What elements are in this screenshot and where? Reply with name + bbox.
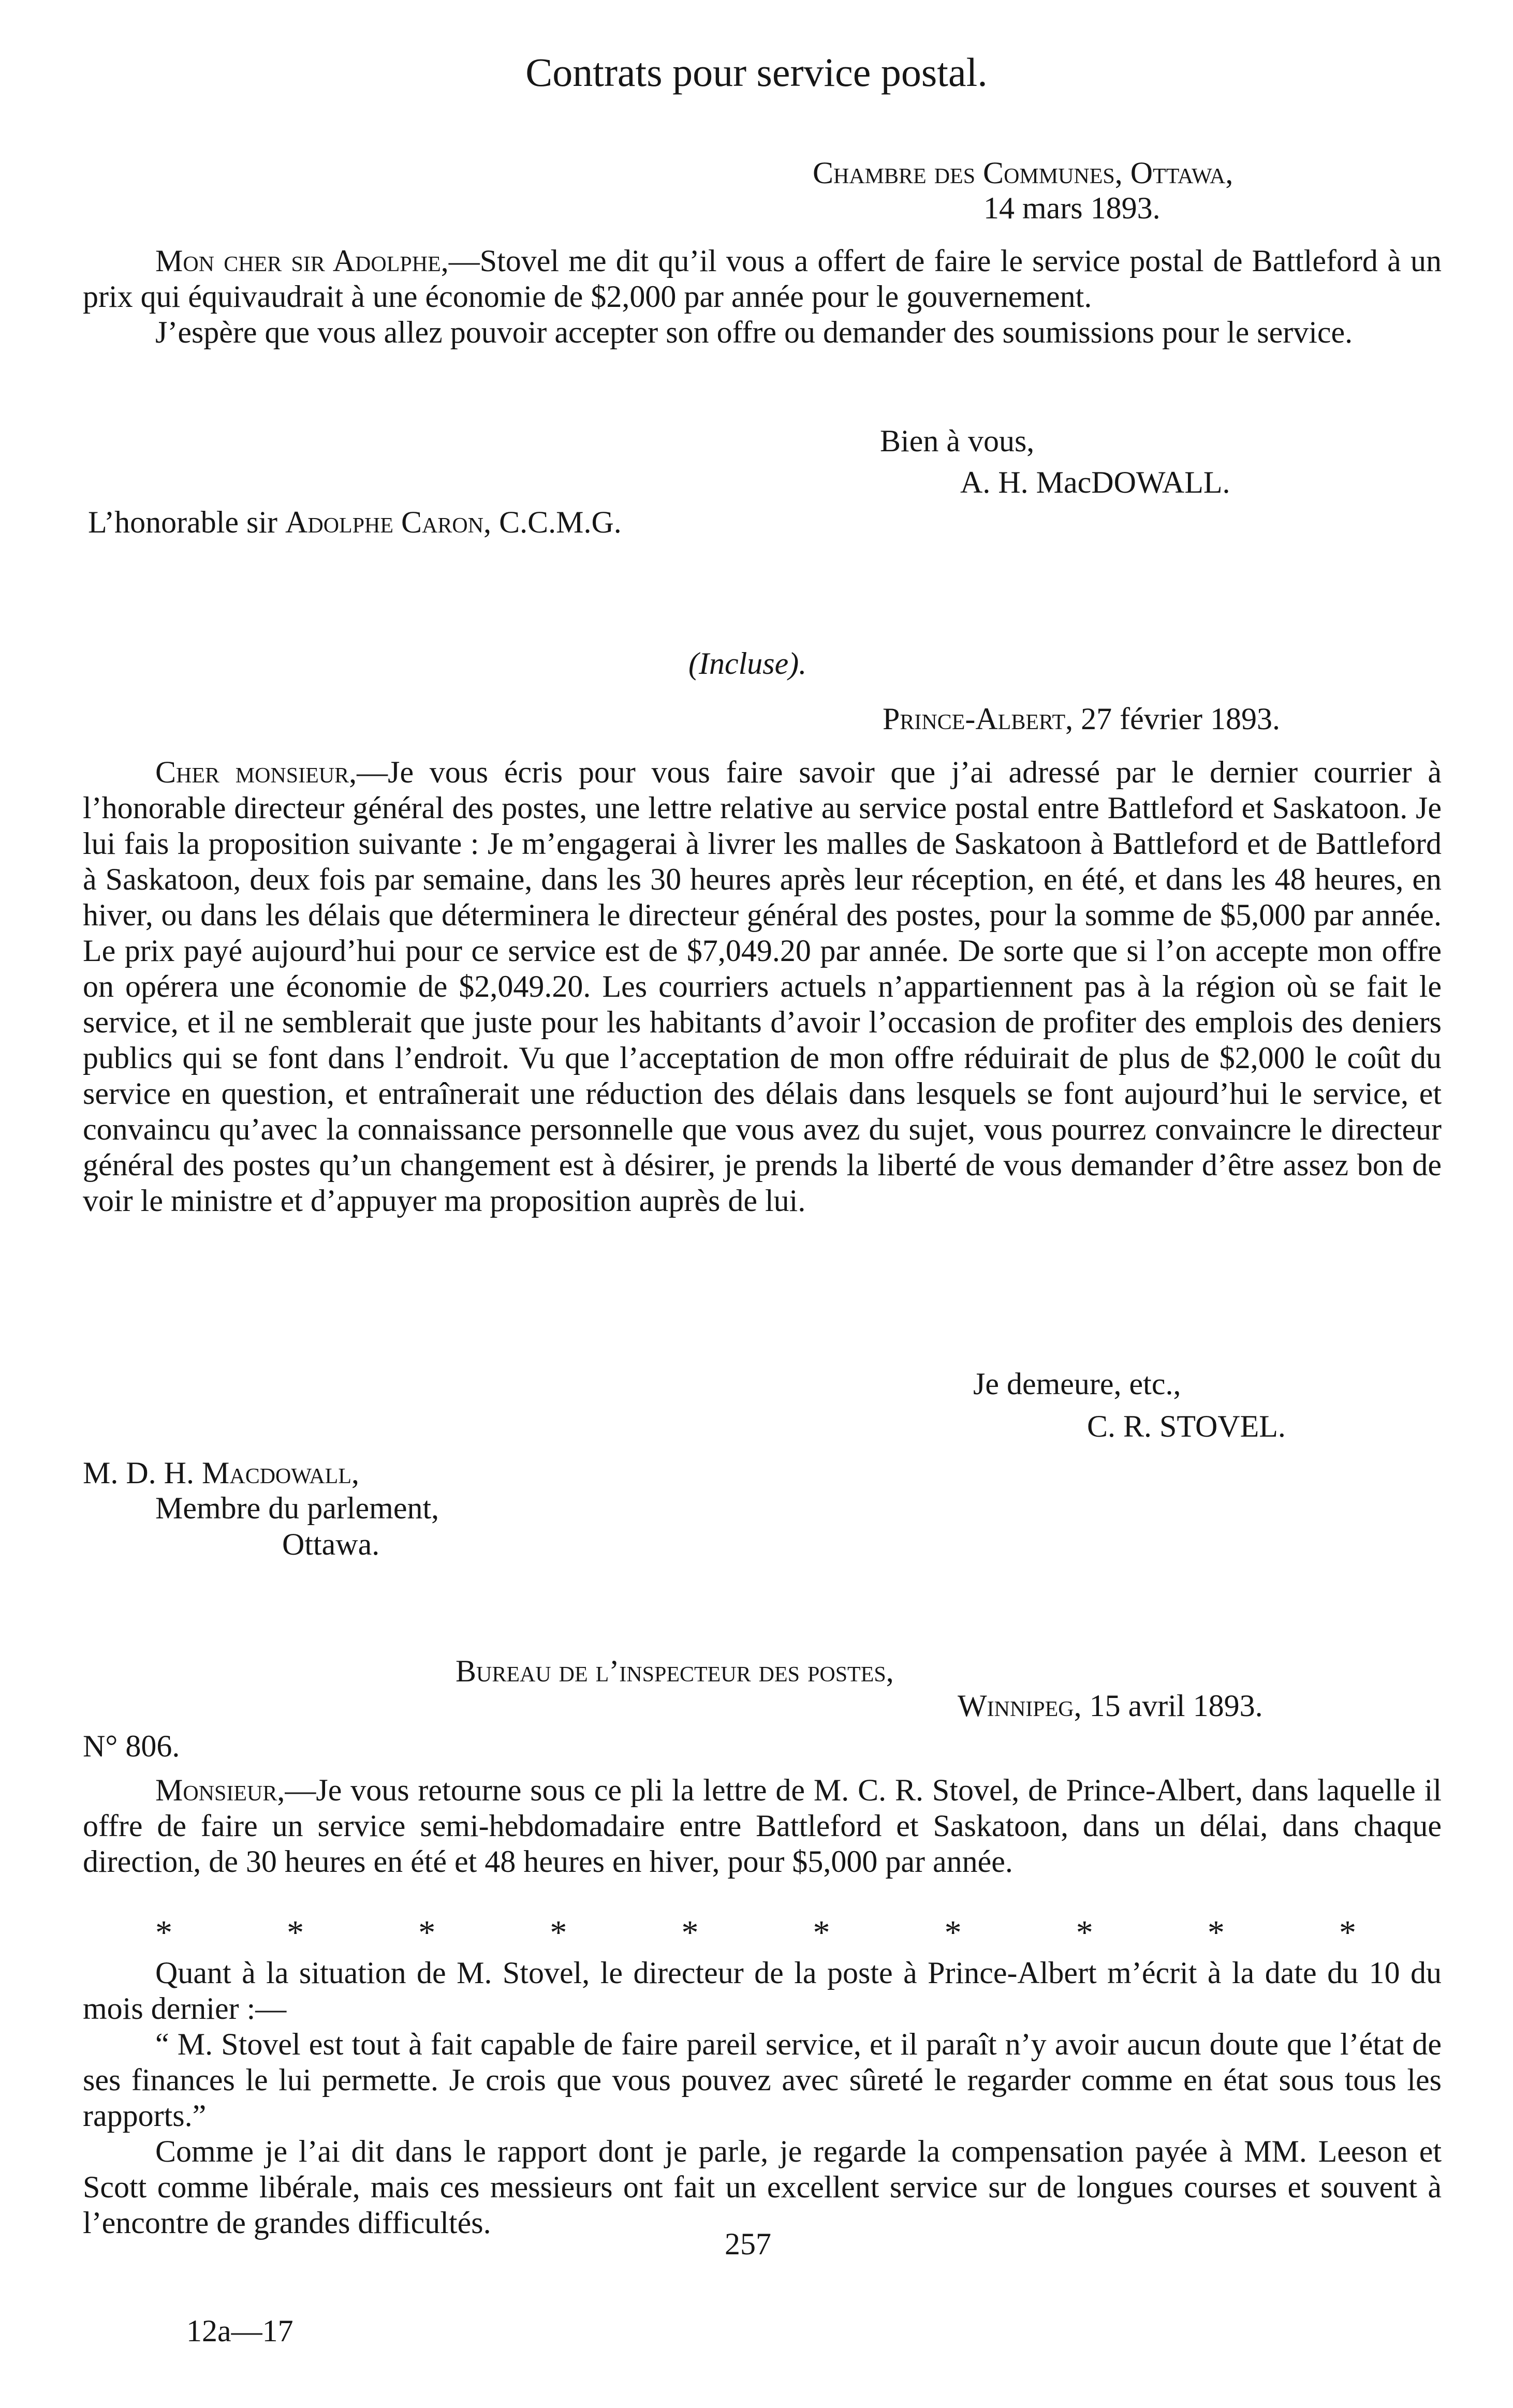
letter3-body-block1 [83,1772,1442,1880]
letter1-heading-place: Chambre des Communes, Ottawa, [813,156,1233,190]
letter3-body-p1: —Je vous retourne sous ce pli la lettre de M. C. R. Stovel, de Prince-Albert, dans laquelle il offre de faire un service semi-hebdomadaire entre Battleford et Saskatoon, dans un délai, dans chaque direction, de 30 heures en été et 48 heures en hiver, pour $5,000 par année. [83,1773,1442,1879]
letter3-heading-date: , 15 avril 1893. [1074,1689,1263,1723]
separator-star: * [1339,1914,1356,1952]
letter1-addressee-suffix: , C.C.M.G. [483,505,622,539]
letter3-body-p2: Quant à la situation de M. Stovel, le directeur de la poste à Prince-Albert m’écrit à la date du 10 du mois dernier :— [83,1956,1442,2026]
letter3-heading [958,1688,1263,1724]
letter3-heading-place: Winnipeg [958,1689,1074,1723]
letter2-heading [883,701,1280,737]
letter2-signature: C. R. STOVEL. [1087,1409,1286,1443]
letter1-addressee-name: Adolphe Caron [285,505,484,539]
letter1-addressee [88,505,622,540]
letter1-closing: Bien à vous, [880,424,1035,458]
separator-star: * [287,1914,304,1952]
letter1-salutation: Mon cher sir Adolphe, [155,244,449,278]
letter1-heading-date: 14 mars 1893. [983,191,1161,225]
letter2-addressee-name: M. D. H. Macdowall, [83,1456,359,1490]
letter2-closing: Je demeure, etc., [973,1367,1181,1401]
letter3-heading-office: Bureau de l’inspecteur des postes, [456,1654,894,1688]
section-separator-stars [155,1915,1356,1951]
letter3-salutation: Monsieur, [155,1773,285,1807]
letter2-heading-place: Prince-Albert [883,702,1066,736]
letter1-body-p1: —Stovel me dit qu’il vous a offert de faire le service postal de Battleford à un prix qui équivaudrait à une économie de $2,000 par année pour le gouvernement. [83,244,1442,314]
separator-star: * [1076,1914,1093,1952]
letter3-body-p4: Comme je l’ai dit dans le rapport dont je parle, je regarde la compensation payée à MM. Leeson et Scott comme libérale, mais ces messieurs ont fait un excellent service sur de longues courses et souvent à l’encontre de grandes difficultés. [83,2134,1442,2240]
separator-star: * [155,1914,172,1952]
letter2-body-text: —Je vous écris pour vous faire savoir que j’ai adressé par le dernier courrier à l’honorable directeur général des postes, une lettre relative au service postal entre Battleford et Saskatoon. Je lui fais la proposition suivante : Je m’engagerai à livrer les malles de Saskatoon à Battleford et de Battleford à Saskatoon, deux fois par semaine, dans les 30 heures après leur réception, en été, et dans les 48 heures, en hiver, ou dans les délais que déterminera le directeur général des postes, pour la somme de $5,000 par année. Le prix payé aujourd’hui pour ce service est de $7,049.20 par année. De sorte que si l’on accepte mon offre on opérera une économie de $2,049.20. Les courriers actuels n’appartiennent pas à la région où se fait le service, et il ne semblerait que juste pour les habitants d’avoir l’occasion de profiter des emplois des deniers publics qui se font dans l’endroit. Vu que l’acceptation de mon offre réduirait de plus de $2,000 le coût du service en question, et entraînerait une réduction des délais dans lesquels se font aujourd’hui le service, et convaincu qu’avec la connaissance personnelle que vous avez du sujet, vous pourrez convaincre le directeur général des postes qu’un changement est à désirer, je prends la liberté de vous demander d’être assez bon de voir le ministre et d’appuyer ma proposition auprès de lui. [83,755,1442,1218]
letter1-signature: A. H. MacDOWALL. [960,465,1230,499]
letter1-body-p2: J’espère que vous allez pouvoir accepter son offre ou demander des soumissions pour le service. [155,315,1353,349]
letter2-body [83,755,1442,1219]
letter3-body-block2 [83,1955,1442,2241]
page-number: 257 [725,2227,771,2261]
separator-star: * [1207,1914,1225,1952]
separator-star: * [813,1914,830,1952]
letter2-addressee-line3: Ottawa. [282,1527,380,1561]
letter2-addressee-line2: Membre du parlement, [155,1491,439,1525]
letter1-addressee-prefix: L’honorable sir [88,505,286,539]
separator-star: * [418,1914,436,1952]
separator-star: * [681,1914,699,1952]
footer-reference: 12a—17 [186,2314,293,2348]
page-title: Contrats pour service postal. [525,50,988,95]
enclosure-label: (Incluse). [688,646,807,681]
letter3-number: N° 806. [83,1729,180,1763]
letter2-salutation: Cher monsieur, [155,755,357,789]
letter3-body-p3: “ M. Stovel est tout à fait capable de faire pareil service, et il paraît n’y avoir aucun doute que l’état de ses finances le lui permette. Je crois que vous pouvez avec sûreté le regarder comme en état sous tous les rapports.” [83,2027,1442,2133]
letter1-body [83,243,1442,350]
letter2-heading-date: , 27 février 1893. [1065,702,1281,736]
separator-star: * [944,1914,962,1952]
separator-star: * [550,1914,567,1952]
